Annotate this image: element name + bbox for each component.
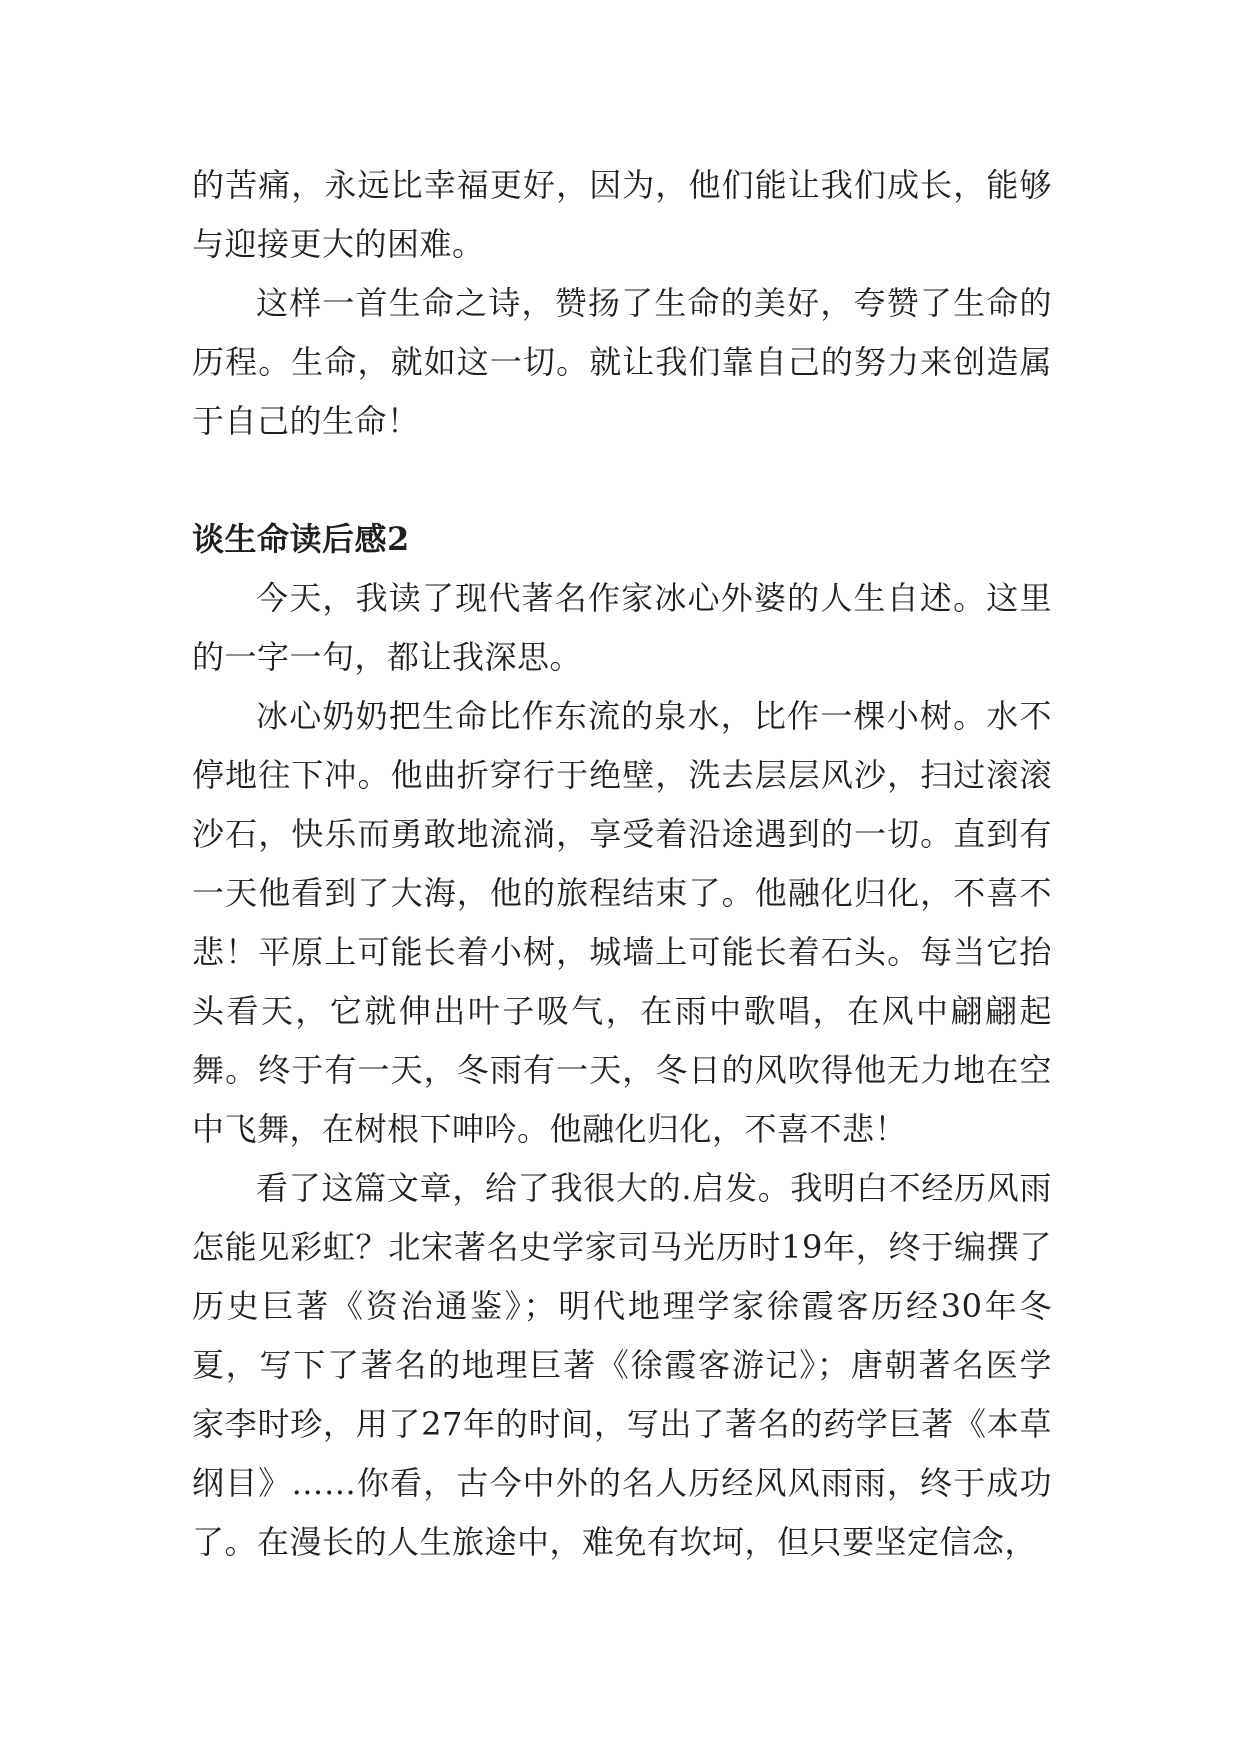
paragraph-metaphor: 冰心奶奶把生命比作东流的泉水，比作一棵小树。水不停地往下冲。他曲折穿行于绝壁，洗去层层风沙，扫过滚滚沙石，快乐而勇敢地流淌，享受着沿途遇到的一切。直到有一天他看到了大海，他的旅程结束了。他融化归化，不喜不悲！平原上可能长着小树，城墙上可能长着石头。每当它抬头看天，它就伸出叶子吸气，在雨中歌唱，在风中翩翩起舞。终于有一天，冬雨有一天，冬日的风吹得他无力地在空中飞舞，在树根下呻吟。他融化归化，不喜不悲！	[192, 697, 1052, 1148]
section-heading: 谈生命读后感2	[192, 520, 410, 558]
paragraph-inspiration: 看了这篇文章，给了我很大的.启发。我明白不经历风雨怎能见彩虹？北宋著名史学家司马光历时19年，终于编撰了历史巨著《资治通鉴》；明代地理学家徐霞客历经30年冬夏，写下了著名的地理巨著《徐霞客游记》；唐朝著名医学家李时珍，用了27年的时间，写出了著名的药学巨著《本草纲目》……你看，古今中外的名人历经风风雨雨，终于成功了。在漫长的人生旅途中，难免有坎坷，但只要坚定信念，	[192, 1169, 1052, 1561]
document-page	[192, 156, 1052, 1572]
paragraph-continuation: 的苦痛，永远比幸福更好，因为，他们能让我们成长，能够与迎接更大的困难。	[192, 166, 1052, 263]
paragraph-intro: 今天，我读了现代著名作家冰心外婆的人生自述。这里的一字一句，都让我深思。	[192, 579, 1052, 676]
paragraph-poem-summary: 这样一首生命之诗，赞扬了生命的美好，夸赞了生命的历程。生命，就如这一切。就让我们靠自己的努力来创造属于自己的生命！	[192, 284, 1052, 440]
